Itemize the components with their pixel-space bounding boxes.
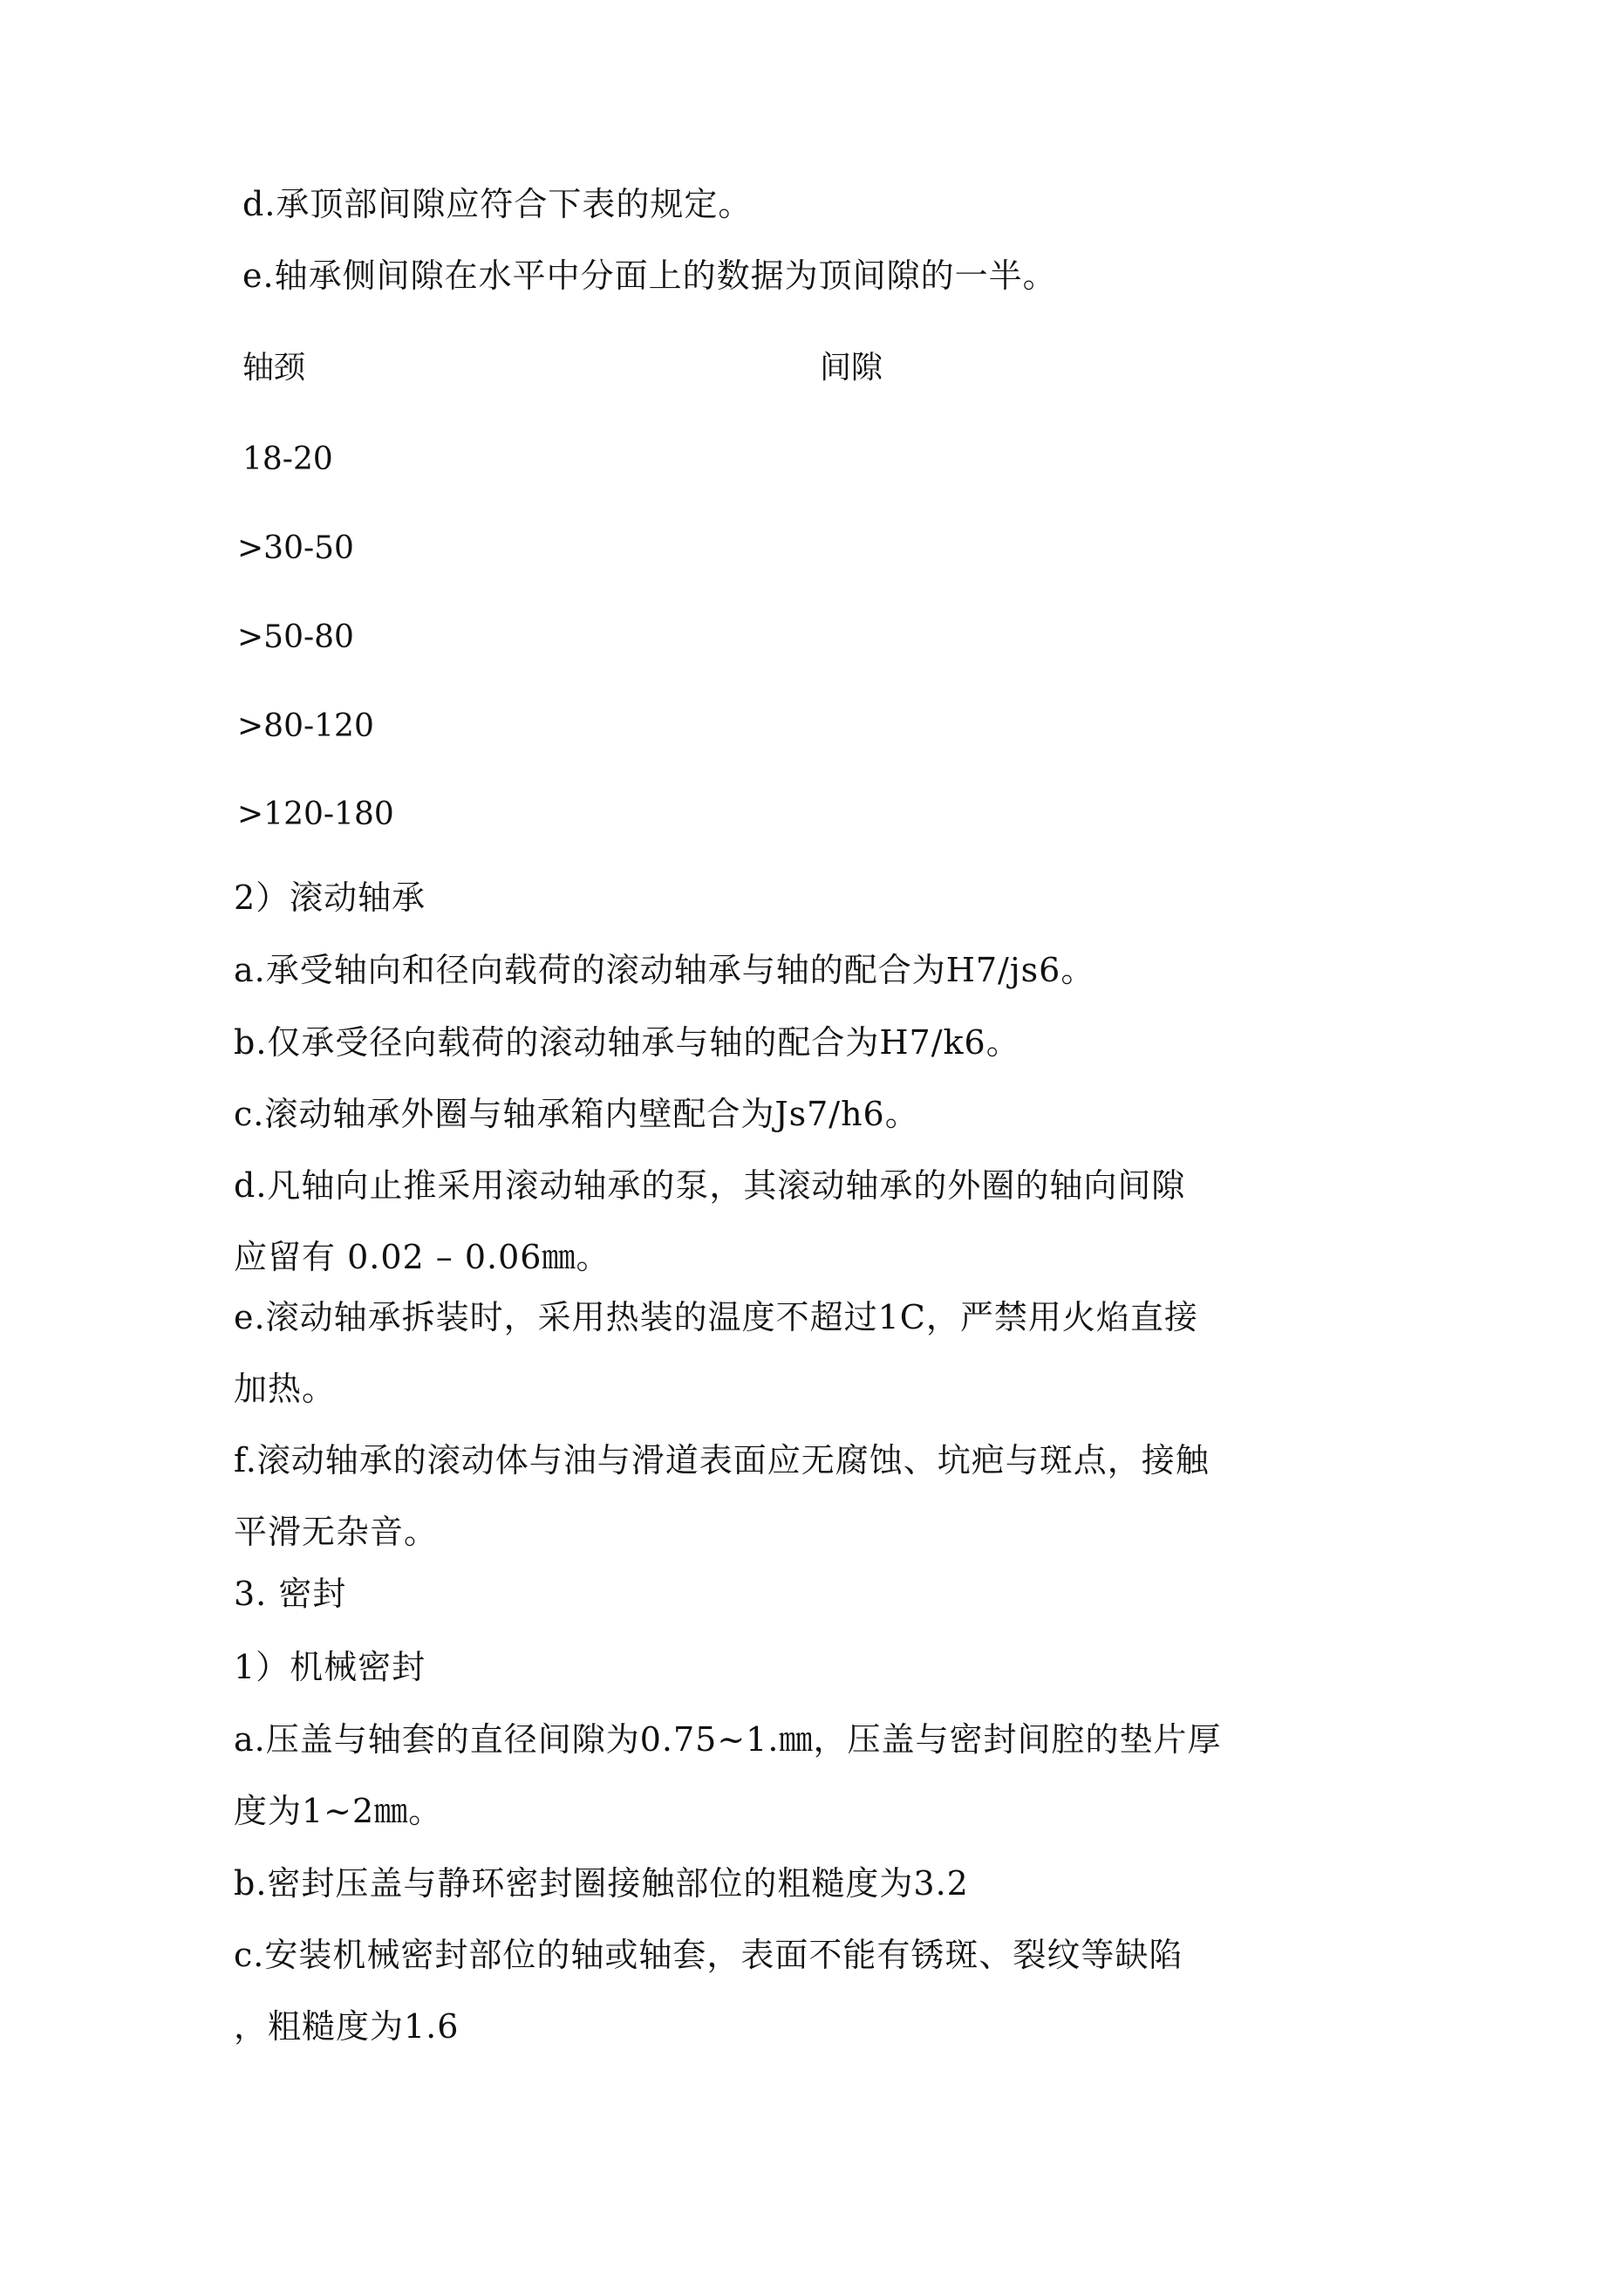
rolling-item-e-line1: e.滚动轴承拆装时，采用热装的温度不超过1C，严禁用火焰直接 <box>234 1298 1198 1336</box>
table-row: >120-180 <box>237 796 394 832</box>
item-e-side-clearance: e.轴承侧间隙在水平中分面上的数据为顶间隙的一半。 <box>242 256 1057 295</box>
rolling-item-b: b.仅承受径向载荷的滚动轴承与轴的配合为H7/k6。 <box>234 1023 1020 1062</box>
subsection-heading-mechanical-seal: 1）机械密封 <box>234 1648 426 1686</box>
seal-item-c-line1: c.安装机械密封部位的轴或轴套，表面不能有锈斑、裂纹等缺陷 <box>234 1936 1183 1974</box>
rolling-item-f-line2: 平滑无杂音。 <box>234 1513 439 1551</box>
table-row: >80-120 <box>237 708 374 744</box>
table-row: >50-80 <box>237 619 354 655</box>
table-row: >30-50 <box>237 530 354 566</box>
section-heading-rolling-bearing: 2）滚动轴承 <box>234 878 426 917</box>
rolling-item-a: a.承受轴向和径向载荷的滚动轴承与轴的配合为H7/js6。 <box>234 951 1095 989</box>
rolling-item-e-line2: 加热。 <box>234 1370 337 1408</box>
seal-item-a-line2: 度为1~2㎜。 <box>234 1792 443 1830</box>
rolling-item-d-line1: d.凡轴向止推采用滚动轴承的泵，其滚动轴承的外圈的轴向间隙 <box>234 1166 1186 1205</box>
section-heading-seal: 3. 密封 <box>234 1575 347 1613</box>
table-row: 18-20 <box>242 441 333 477</box>
table-header-clearance: 间隙 <box>820 350 883 386</box>
seal-item-a-line1: a.压盖与轴套的直径间隙为0.75~1.㎜，压盖与密封间腔的垫片厚 <box>234 1720 1222 1759</box>
item-d-clearance: d.承顶部间隙应符合下表的规定。 <box>242 185 753 223</box>
rolling-item-c: c.滚动轴承外圈与轴承箱内壁配合为Js7/h6。 <box>234 1095 919 1133</box>
table-header-journal: 轴颈 <box>242 350 306 386</box>
rolling-item-f-line1: f.滚动轴承的滚动体与油与滑道表面应无腐蚀、坑疤与斑点，接触 <box>234 1441 1210 1479</box>
seal-item-c-line2: ，粗糙度为1.6 <box>234 2007 460 2046</box>
rolling-item-d-line2: 应留有 0.02 – 0.06㎜。 <box>234 1238 610 1276</box>
seal-item-b: b.密封压盖与静环密封圈接触部位的粗糙度为3.2 <box>234 1864 969 1903</box>
